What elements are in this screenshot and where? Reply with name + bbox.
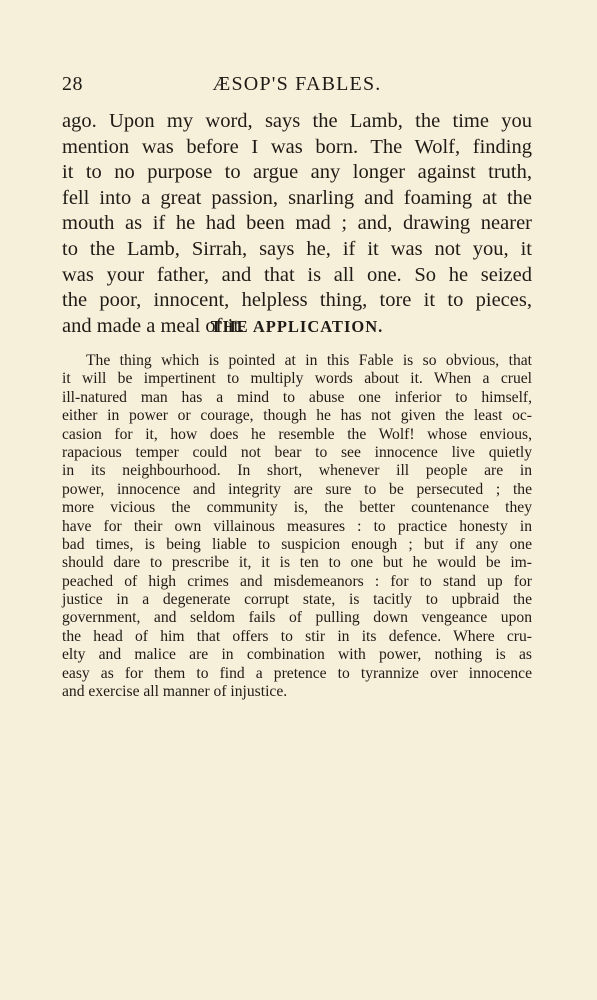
fable-paragraph <box>62 109 532 339</box>
application-line: peached of high crimes and misdemeanors : for to stand up for <box>62 572 532 590</box>
fable-line: the poor, innocent, helpless thing, tore it to pieces, <box>62 289 532 312</box>
application-line: justice in a degenerate corrupt state, is tacitly to upbraid the <box>62 591 532 609</box>
fable-line: was your father, and that is all one. So he seized <box>62 263 532 286</box>
application-line: The thing which is pointed at in this Fable is so obvious, that <box>86 352 532 369</box>
fable-line: ago. Upon my word, says the Lamb, the time you <box>62 110 532 132</box>
fable-line: and made a meal of it. <box>62 314 245 337</box>
fable-line: mention was before I was born. The Wolf, finding <box>62 135 532 158</box>
fable-line: fell into a great passion, snarling and foaming at the <box>62 186 532 209</box>
application-line: the head of him that offers to stir in its defence. Where cru- <box>62 627 532 645</box>
fable-line: it to no purpose to argue any longer against truth, <box>62 161 532 184</box>
application-heading: THE APPLICATION. <box>210 317 384 336</box>
application-paragraph <box>62 352 532 701</box>
application-line: and exercise all manner of injustice. <box>62 683 288 701</box>
application-line: casion for it, how does he resemble the Wolf! whose envious, <box>62 425 532 443</box>
application-line: power, innocence and integrity are sure to be persecuted ; the <box>62 480 532 498</box>
application-line: it will be impertinent to multiply words about it. When a cruel <box>62 370 532 388</box>
fable-line: mouth as if he had been mad ; and, drawing nearer <box>62 212 532 235</box>
application-line: either in power or courage, though he has not given the least oc- <box>62 407 532 425</box>
application-line: elty and malice are in combination with power, nothing is as <box>62 646 532 664</box>
application-line: have for their own villainous measures : to practice honesty in <box>62 517 532 535</box>
application-line: government, and seldom fails of pulling down vengeance upon <box>62 609 532 627</box>
application-line: easy as for them to find a pretence to tyrannize over innocence <box>62 664 532 682</box>
running-head <box>62 73 532 97</box>
application-line: in its neighbourhood. In short, whenever ill people are in <box>62 462 532 480</box>
running-title: ÆSOP'S FABLES. <box>212 73 382 95</box>
application-line: ill-natured man has a mind to abuse one inferior to himself, <box>62 388 532 406</box>
page-number: 28 <box>62 73 83 95</box>
application-line: more vicious the community is, the better countenance they <box>62 499 532 517</box>
application-line: should dare to prescribe it, it is ten to one but he would be im- <box>62 554 532 572</box>
fable-line: to the Lamb, Sirrah, says he, if it was not you, it <box>62 237 532 260</box>
application-line: bad times, is being liable to suspicion enough ; but if any one <box>62 535 532 553</box>
application-line: rapacious temper could not bear to see innocence live quietly <box>62 443 532 461</box>
